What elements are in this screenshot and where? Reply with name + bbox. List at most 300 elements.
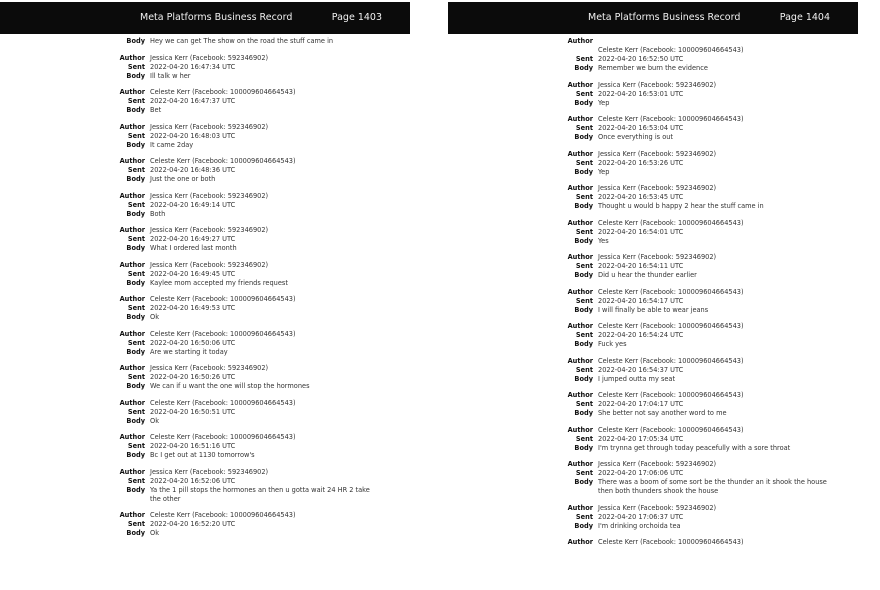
message-record xyxy=(448,81,858,108)
body-label: Body xyxy=(126,106,145,114)
message-record xyxy=(0,399,410,426)
sent-value: 2022-04-20 16:54:01 UTC xyxy=(598,227,684,236)
record-row xyxy=(448,55,858,64)
record-row xyxy=(448,168,858,177)
message-record xyxy=(0,330,410,357)
author-label: Author xyxy=(567,115,593,123)
record-row xyxy=(0,304,410,313)
record-row xyxy=(448,513,858,522)
record-row xyxy=(448,391,858,400)
sent-value: 2022-04-20 16:49:14 UTC xyxy=(150,200,236,209)
record-row xyxy=(448,366,858,375)
record-row xyxy=(448,504,858,513)
record-row xyxy=(448,435,858,444)
sent-value: 2022-04-20 16:49:45 UTC xyxy=(150,269,236,278)
message-record xyxy=(448,253,858,280)
sent-value: 2022-04-20 16:53:01 UTC xyxy=(598,89,684,98)
sent-label: Sent xyxy=(575,469,593,477)
author-label: Author xyxy=(119,329,145,338)
sent-value: 2022-04-20 16:53:04 UTC xyxy=(598,124,684,132)
sent-value: 2022-04-20 17:04:17 UTC xyxy=(598,400,684,408)
record-row xyxy=(0,132,410,141)
record-row xyxy=(448,64,858,73)
message-record xyxy=(0,54,410,81)
body-value: Are we starting it today xyxy=(150,347,228,356)
record-row xyxy=(448,409,858,418)
record-row xyxy=(0,166,410,175)
record-page-right xyxy=(448,2,858,582)
sent-value: 2022-04-20 16:52:20 UTC xyxy=(150,520,236,528)
body-value: Ok xyxy=(150,416,160,425)
record-row xyxy=(0,54,410,63)
sent-label: Sent xyxy=(127,476,145,485)
record-row xyxy=(0,261,410,270)
record-row xyxy=(0,88,410,97)
body-label: Body xyxy=(126,71,145,80)
record-row xyxy=(448,237,858,246)
sent-value: 2022-04-20 16:49:53 UTC xyxy=(150,304,236,312)
author-value: Celeste Kerr (Facebook: 100009604664543) xyxy=(150,157,296,165)
record-row xyxy=(448,375,858,384)
author-value: Jessica Kerr (Facebook: 592346902) xyxy=(150,260,269,269)
message-record xyxy=(0,88,410,115)
sent-label: Sent xyxy=(575,512,593,521)
record-row xyxy=(448,426,858,435)
author-value: Celeste Kerr (Facebook: 100009604664543) xyxy=(598,356,744,365)
author-value: Celeste Kerr (Facebook: 100009604664543) xyxy=(598,322,744,330)
record-row xyxy=(448,331,858,340)
record-row xyxy=(448,184,858,193)
sent-label: Sent xyxy=(575,89,593,98)
body-value: Kaylee mom accepted my friends request xyxy=(150,278,288,287)
sent-value: 2022-04-20 16:54:17 UTC xyxy=(598,296,684,305)
record-row xyxy=(448,322,858,331)
body-value: Remember we burn the evidence xyxy=(598,64,708,72)
record-row xyxy=(0,175,410,184)
author-value: Jessica Kerr (Facebook: 592346902) xyxy=(150,467,269,476)
record-row xyxy=(0,295,410,304)
body-label: Body xyxy=(126,37,145,45)
body-label: Body xyxy=(574,64,593,72)
record-row xyxy=(0,330,410,339)
body-value: It came 2day xyxy=(150,140,194,149)
record-row xyxy=(0,97,410,106)
author-value: Celeste Kerr (Facebook: 100009604664543) xyxy=(150,398,296,407)
message-record xyxy=(448,37,858,73)
author-value: Jessica Kerr (Facebook: 592346902) xyxy=(598,460,717,468)
body-label: Body xyxy=(574,374,593,383)
sent-value: 2022-04-20 17:05:34 UTC xyxy=(598,434,684,443)
sent-label: Sent xyxy=(575,227,593,236)
message-record xyxy=(448,426,858,453)
record-row xyxy=(448,262,858,271)
body-value: Ya the 1 pill stops the hormones an then u gotta wait 24 HR 2 take the other xyxy=(150,485,370,503)
body-value: She better not say another word to me xyxy=(598,409,727,417)
record-row xyxy=(448,219,858,228)
sent-label: Sent xyxy=(127,520,145,528)
body-label: Body xyxy=(126,485,145,494)
body-label: Body xyxy=(126,278,145,287)
body-value: We can if u want the one will stop the hormones xyxy=(150,382,310,390)
message-record xyxy=(0,37,410,46)
record-row xyxy=(448,288,858,297)
sent-label: Sent xyxy=(575,434,593,443)
message-record xyxy=(448,115,858,142)
author-label: Author xyxy=(119,53,145,62)
sent-value: 2022-04-20 16:50:26 UTC xyxy=(150,373,236,381)
body-label: Body xyxy=(126,140,145,149)
body-label: Body xyxy=(574,409,593,417)
message-record xyxy=(0,226,410,253)
record-row xyxy=(0,192,410,201)
record-row xyxy=(448,202,858,211)
message-record xyxy=(0,433,410,460)
record-row xyxy=(0,477,410,486)
body-label: Body xyxy=(126,175,145,183)
author-value: Celeste Kerr (Facebook: 100009604664543) xyxy=(150,329,296,338)
author-label: Author xyxy=(567,503,593,512)
body-value: There was a boom of some sort be the thunder an it shook the house then both thunders shook the house xyxy=(598,478,827,495)
record-row xyxy=(448,133,858,142)
body-label: Body xyxy=(574,236,593,245)
sent-label: Sent xyxy=(127,97,145,105)
record-row xyxy=(0,37,410,46)
author-value: Jessica Kerr (Facebook: 592346902) xyxy=(598,253,717,261)
author-label: Author xyxy=(119,364,145,372)
sent-label: Sent xyxy=(127,407,145,416)
author-label: Author xyxy=(119,260,145,269)
page-header xyxy=(0,2,410,34)
body-value: I will finally be able to wear jeans xyxy=(598,305,709,314)
message-list xyxy=(448,34,858,547)
sent-label: Sent xyxy=(127,131,145,140)
author-value: Jessica Kerr (Facebook: 592346902) xyxy=(598,184,717,192)
sent-label: Sent xyxy=(127,235,145,243)
record-row xyxy=(0,63,410,72)
record-row xyxy=(0,226,410,235)
record-row xyxy=(448,306,858,315)
body-label: Body xyxy=(126,313,145,321)
body-value: Bc I get out at 1130 tomorrow's xyxy=(150,451,255,459)
record-row xyxy=(448,357,858,366)
page-header xyxy=(448,2,858,34)
sent-label: Sent xyxy=(127,304,145,312)
record-row xyxy=(0,451,410,460)
sent-value: 2022-04-20 16:51:16 UTC xyxy=(150,442,236,450)
sent-value: 2022-04-20 17:06:37 UTC xyxy=(598,512,684,521)
author-label: Author xyxy=(567,184,593,192)
body-value: Just the one or both xyxy=(150,175,216,183)
sent-label: Sent xyxy=(127,166,145,174)
body-label: Body xyxy=(126,347,145,356)
record-row xyxy=(448,444,858,453)
record-row xyxy=(448,193,858,202)
sent-label: Sent xyxy=(127,442,145,450)
sent-value: 2022-04-20 16:52:50 UTC xyxy=(598,55,684,63)
record-row xyxy=(448,81,858,90)
record-row xyxy=(448,478,858,496)
page-title: Meta Platforms Business Record xyxy=(140,12,293,23)
body-label: Body xyxy=(574,133,593,141)
sent-value: 2022-04-20 16:53:45 UTC xyxy=(598,193,684,201)
body-label: Body xyxy=(574,98,593,107)
author-label: Author xyxy=(119,295,145,303)
record-row xyxy=(0,279,410,288)
body-value: Ok xyxy=(150,313,160,321)
message-record xyxy=(0,468,410,504)
body-value: I'm drinking orchoida tea xyxy=(598,521,681,530)
message-record xyxy=(448,288,858,315)
record-row xyxy=(0,520,410,529)
author-value: Celeste Kerr (Facebook: 100009604664543) xyxy=(598,391,744,399)
author-value: Jessica Kerr (Facebook: 592346902) xyxy=(150,53,269,62)
message-record xyxy=(448,219,858,246)
body-label: Body xyxy=(574,521,593,530)
body-value: Fuck yes xyxy=(598,340,627,348)
author-value: Jessica Kerr (Facebook: 592346902) xyxy=(598,80,717,89)
body-label: Body xyxy=(574,340,593,348)
record-page-left xyxy=(0,2,410,582)
message-record xyxy=(0,261,410,288)
body-label: Body xyxy=(574,271,593,279)
body-label: Body xyxy=(126,451,145,459)
message-record xyxy=(448,504,858,531)
body-label: Body xyxy=(574,167,593,176)
body-value: I'm trynna get through today peacefully with a sore throat xyxy=(598,443,791,452)
message-record xyxy=(0,157,410,184)
author-label: Author xyxy=(567,391,593,399)
record-row xyxy=(448,228,858,237)
record-row xyxy=(448,460,858,469)
record-row xyxy=(448,400,858,409)
body-value: Hey we can get The show on the road the stuff came in xyxy=(150,37,334,45)
sent-label: Sent xyxy=(575,55,593,63)
author-label: Author xyxy=(567,356,593,365)
record-row xyxy=(448,159,858,168)
sent-label: Sent xyxy=(575,158,593,167)
message-record xyxy=(0,123,410,150)
body-label: Body xyxy=(574,443,593,452)
sent-label: Sent xyxy=(575,365,593,374)
record-row xyxy=(448,271,858,280)
record-row xyxy=(0,157,410,166)
record-row xyxy=(0,72,410,81)
sent-label: Sent xyxy=(127,269,145,278)
record-row xyxy=(0,313,410,322)
sent-value: 2022-04-20 16:52:06 UTC xyxy=(150,476,236,485)
record-row xyxy=(448,99,858,108)
record-row xyxy=(0,433,410,442)
author-value: Celeste Kerr (Facebook: 100009604664543) xyxy=(598,538,744,546)
record-row xyxy=(0,235,410,244)
author-label: Author xyxy=(119,122,145,131)
message-record xyxy=(0,192,410,219)
sent-label: Sent xyxy=(575,296,593,305)
message-record xyxy=(448,391,858,418)
sent-label: Sent xyxy=(127,200,145,209)
message-list xyxy=(0,34,410,538)
author-value: Celeste Kerr (Facebook: 100009604664543) xyxy=(150,433,296,441)
record-row xyxy=(0,141,410,150)
author-value: Jessica Kerr (Facebook: 592346902) xyxy=(150,191,269,200)
author-label: Author xyxy=(567,80,593,89)
author-value: Celeste Kerr (Facebook: 100009604664543) xyxy=(150,511,296,519)
sent-value: 2022-04-20 16:54:37 UTC xyxy=(598,365,684,374)
author-value: Celeste Kerr (Facebook: 100009604664543) xyxy=(150,88,296,96)
body-value: Did u hear the thunder earlier xyxy=(598,271,697,279)
body-value: Both xyxy=(150,209,166,218)
record-row xyxy=(448,46,858,55)
body-value: Ok xyxy=(150,529,160,537)
body-label: Body xyxy=(574,305,593,314)
body-value: Ill talk w her xyxy=(150,71,191,80)
body-value: Yep xyxy=(598,167,610,176)
author-label: Author xyxy=(567,460,593,468)
message-record xyxy=(448,150,858,177)
body-label: Body xyxy=(126,529,145,537)
record-row xyxy=(0,244,410,253)
record-row xyxy=(448,340,858,349)
author-label: Author xyxy=(567,322,593,330)
record-row xyxy=(448,469,858,478)
record-row xyxy=(0,201,410,210)
body-value: Bet xyxy=(150,106,162,114)
author-label: Author xyxy=(119,157,145,165)
page-number: Page 1404 xyxy=(779,12,830,23)
author-value: Jessica Kerr (Facebook: 592346902) xyxy=(598,149,717,158)
sent-value: 2022-04-20 16:50:06 UTC xyxy=(150,338,236,347)
author-label: Author xyxy=(567,149,593,158)
author-label: Author xyxy=(567,218,593,227)
author-value: Celeste Kerr (Facebook: 100009604664543) xyxy=(598,287,744,296)
record-row xyxy=(448,124,858,133)
record-row xyxy=(0,529,410,538)
author-label: Author xyxy=(567,37,593,45)
sent-value: 2022-04-20 16:54:11 UTC xyxy=(598,262,684,270)
record-row xyxy=(0,468,410,477)
record-row xyxy=(0,210,410,219)
record-row xyxy=(448,115,858,124)
sent-label: Sent xyxy=(127,338,145,347)
page-number: Page 1403 xyxy=(331,12,382,23)
sent-label: Sent xyxy=(575,193,593,201)
page-title: Meta Platforms Business Record xyxy=(588,12,741,23)
body-value: Yes xyxy=(598,236,609,245)
sent-value: 2022-04-20 16:49:27 UTC xyxy=(150,235,236,243)
body-value: Yep xyxy=(598,98,610,107)
author-label: Author xyxy=(119,88,145,96)
author-label: Author xyxy=(567,287,593,296)
sent-label: Sent xyxy=(575,400,593,408)
body-label: Body xyxy=(574,478,593,486)
blank-label xyxy=(448,46,598,55)
body-value: What I ordered last month xyxy=(150,244,237,252)
body-label: Body xyxy=(126,244,145,252)
record-row xyxy=(448,297,858,306)
record-row xyxy=(0,106,410,115)
blank-value xyxy=(598,37,858,46)
author-label: Author xyxy=(567,425,593,434)
record-row xyxy=(0,373,410,382)
body-value: Once everything is out xyxy=(598,133,673,141)
author-label: Author xyxy=(567,253,593,261)
sent-label: Sent xyxy=(575,331,593,339)
author-label: Author xyxy=(119,433,145,441)
record-row xyxy=(0,511,410,520)
message-record xyxy=(0,364,410,391)
record-row xyxy=(448,522,858,531)
sent-label: Sent xyxy=(127,373,145,381)
author-value: Celeste Kerr (Facebook: 100009604664543) xyxy=(598,46,744,54)
record-row xyxy=(0,382,410,391)
sent-value: 2022-04-20 16:47:34 UTC xyxy=(150,62,236,71)
author-value: Jessica Kerr (Facebook: 592346902) xyxy=(150,122,269,131)
author-label: Author xyxy=(119,467,145,476)
author-value: Jessica Kerr (Facebook: 592346902) xyxy=(150,364,269,372)
sent-label: Sent xyxy=(575,124,593,132)
body-value: I jumped outta my seat xyxy=(598,374,676,383)
body-label: Body xyxy=(126,209,145,218)
message-record xyxy=(448,460,858,496)
message-record xyxy=(448,357,858,384)
author-label: Author xyxy=(119,398,145,407)
record-row xyxy=(0,348,410,357)
record-row xyxy=(0,417,410,426)
record-row xyxy=(0,339,410,348)
author-label: Author xyxy=(567,538,593,546)
body-label: Body xyxy=(126,382,145,390)
sent-label: Sent xyxy=(127,62,145,71)
record-row xyxy=(448,150,858,159)
author-label: Author xyxy=(119,511,145,519)
record-row xyxy=(0,442,410,451)
record-row xyxy=(0,364,410,373)
author-value: Jessica Kerr (Facebook: 592346902) xyxy=(598,503,717,512)
record-row xyxy=(0,408,410,417)
record-row xyxy=(0,399,410,408)
author-value: Celeste Kerr (Facebook: 100009604664543) xyxy=(150,295,296,303)
sent-label: Sent xyxy=(575,262,593,270)
sent-value: 2022-04-20 16:48:03 UTC xyxy=(150,131,236,140)
message-record xyxy=(448,538,858,547)
sent-value: 2022-04-20 17:06:06 UTC xyxy=(598,469,684,477)
sent-value: 2022-04-20 16:48:36 UTC xyxy=(150,166,236,174)
sent-value: 2022-04-20 16:50:51 UTC xyxy=(150,407,236,416)
author-label: Author xyxy=(119,191,145,200)
record-row xyxy=(448,37,858,46)
record-row xyxy=(0,270,410,279)
author-value: Celeste Kerr (Facebook: 100009604664543) xyxy=(598,115,744,123)
author-value: Celeste Kerr (Facebook: 100009604664543) xyxy=(598,218,744,227)
record-row xyxy=(448,253,858,262)
author-value: Celeste Kerr (Facebook: 100009604664543) xyxy=(598,425,744,434)
body-value: Thought u would b happy 2 hear the stuff came in xyxy=(598,202,764,210)
sent-value: 2022-04-20 16:53:26 UTC xyxy=(598,158,684,167)
author-label: Author xyxy=(119,226,145,234)
body-label: Body xyxy=(574,202,593,210)
record-row xyxy=(0,486,410,504)
message-record xyxy=(0,295,410,322)
body-label: Body xyxy=(126,416,145,425)
author-value: Jessica Kerr (Facebook: 592346902) xyxy=(150,226,269,234)
record-row xyxy=(448,538,858,547)
sent-value: 2022-04-20 16:54:24 UTC xyxy=(598,331,684,339)
message-record xyxy=(448,322,858,349)
message-record xyxy=(448,184,858,211)
record-row xyxy=(448,90,858,99)
record-row xyxy=(0,123,410,132)
sent-value: 2022-04-20 16:47:37 UTC xyxy=(150,97,236,105)
